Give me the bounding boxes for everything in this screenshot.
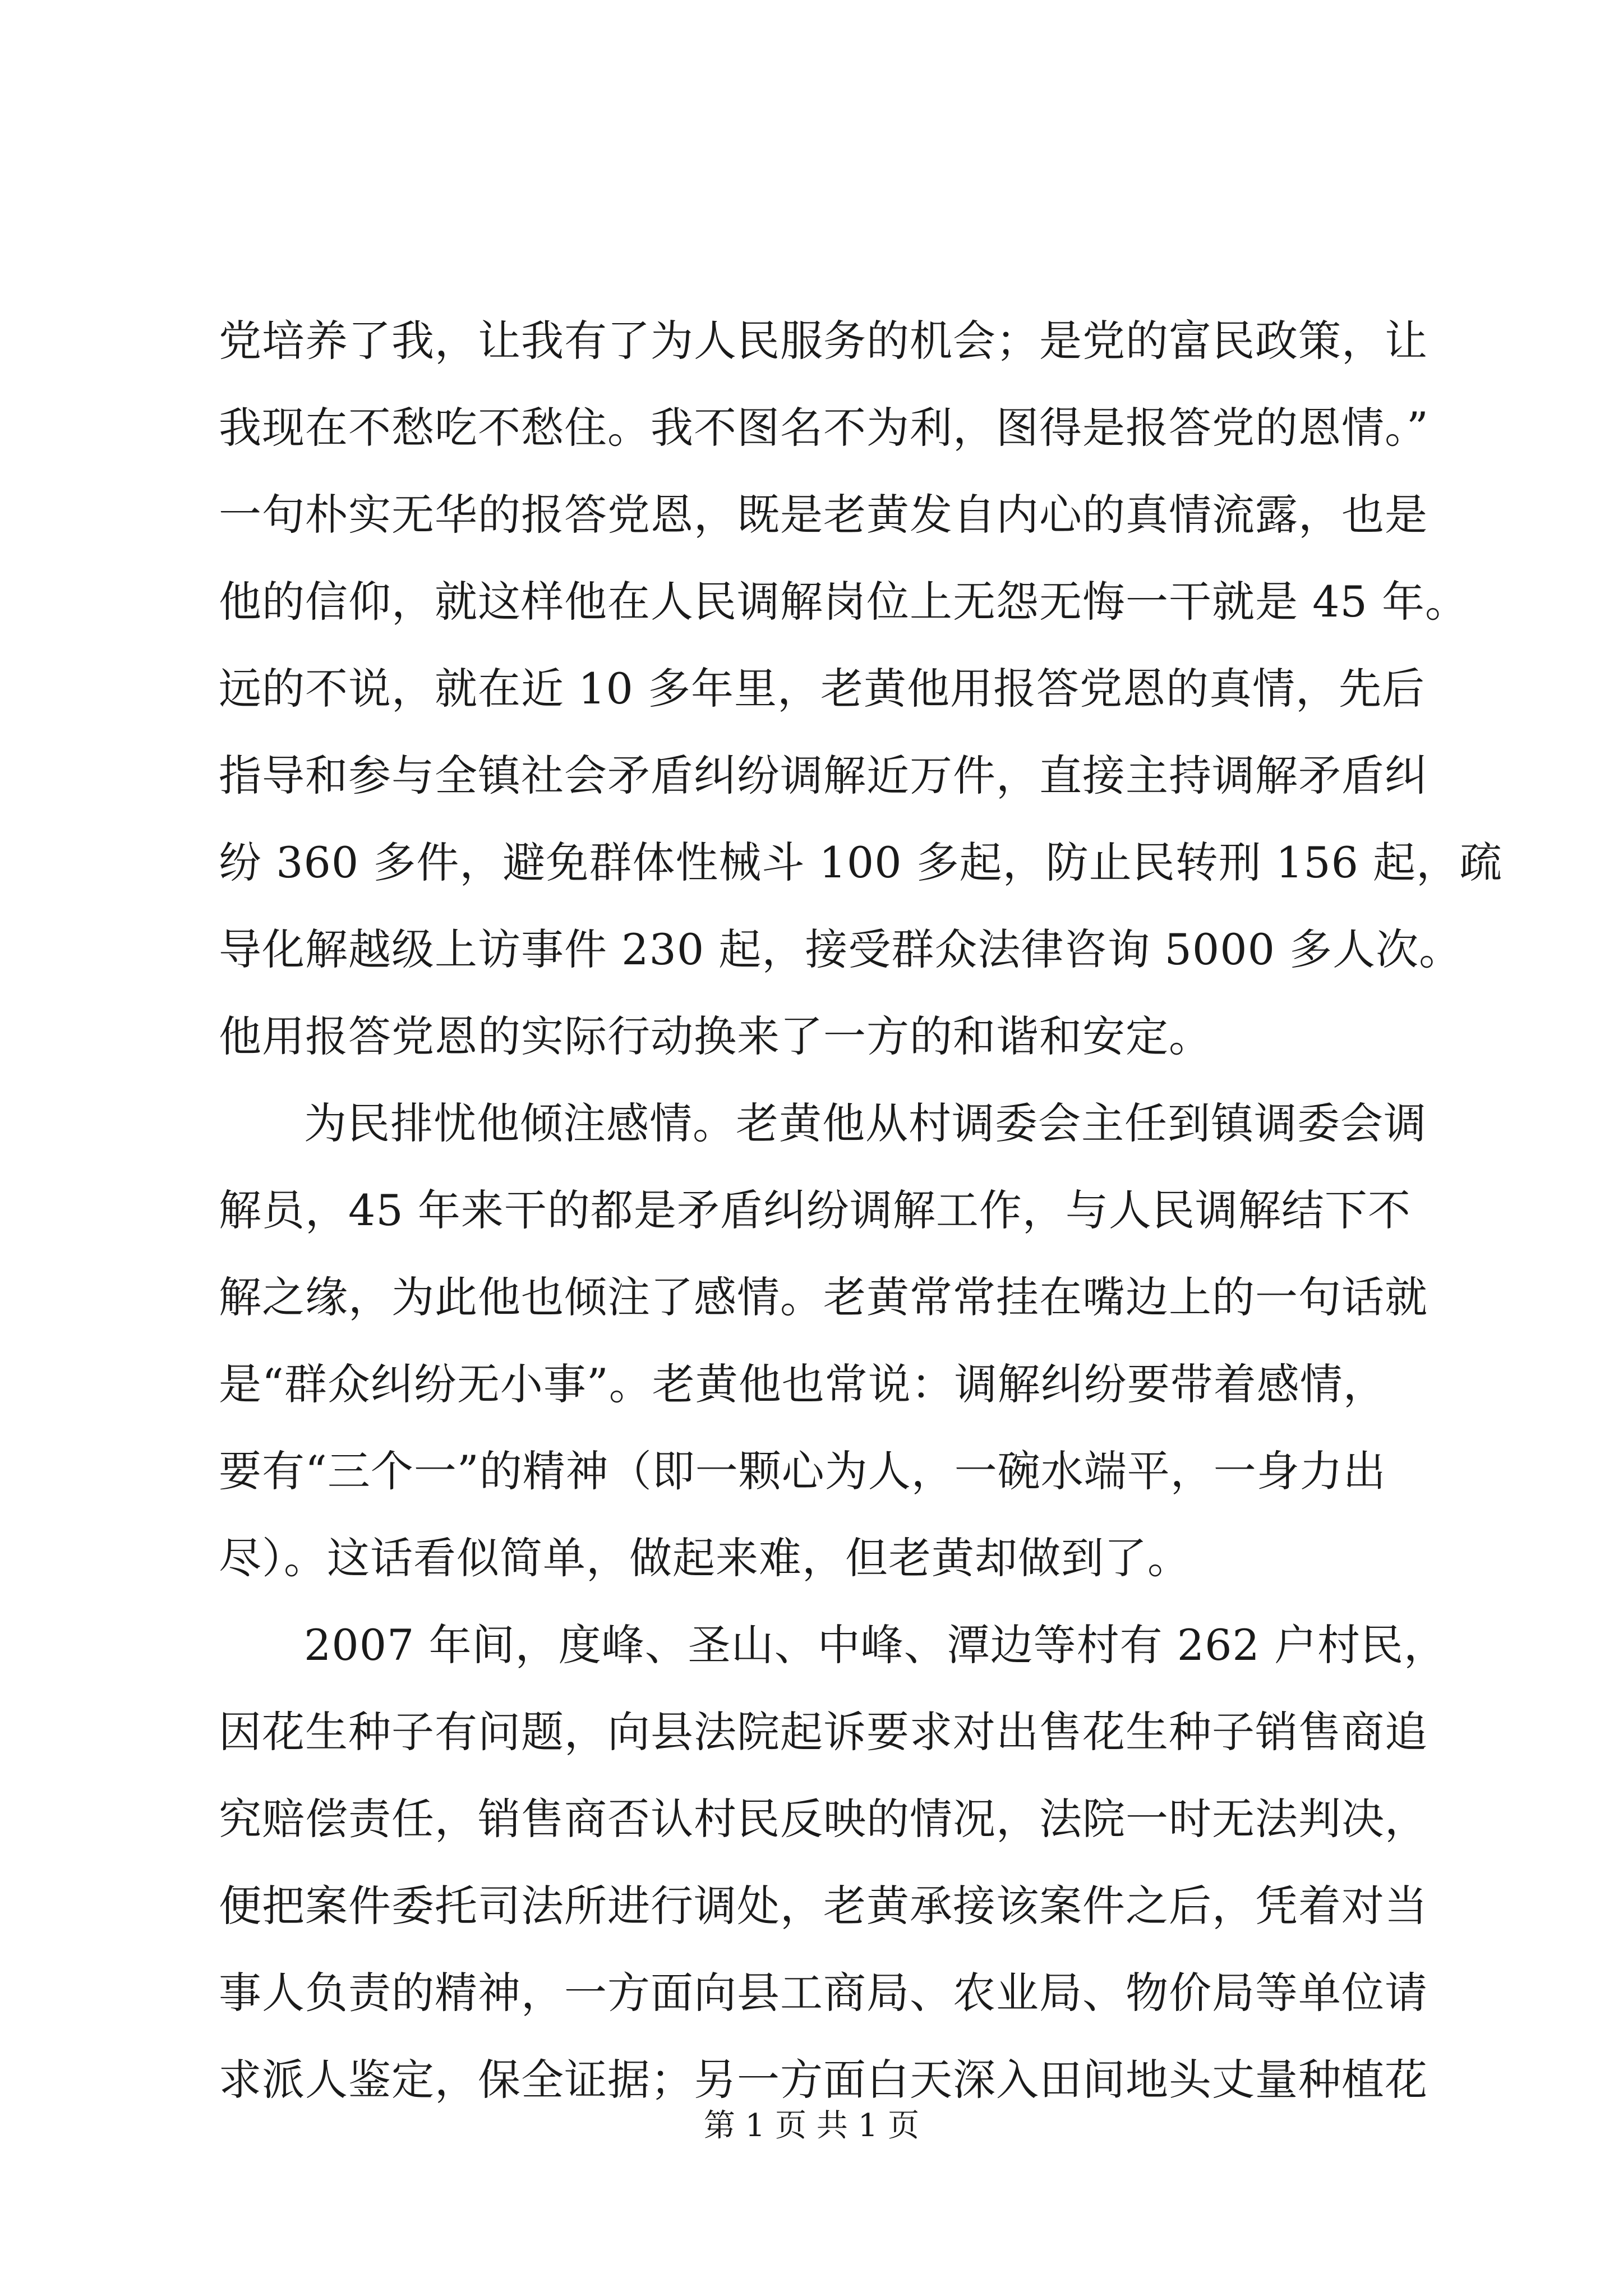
text-line: 因花生种子有问题，向县法院起诉要求对出售花生种子销售商追: [219, 1707, 1428, 1757]
paragraph: [219, 1602, 1447, 2123]
text-line: 为民排忧他倾注感情。老黄他从村调委会主任到镇调委会调: [304, 1098, 1427, 1148]
text-line: 我现在不愁吃不愁住。我不图名不为利，图得是报答党的恩情。”: [219, 403, 1429, 453]
page-number: 第 1 页 共 1 页: [703, 2108, 920, 2144]
text-line: 便把案件委托司法所进行调处，老黄承接该案件之后，凭着对当: [219, 1881, 1428, 1931]
text-line: 求派人鉴定，保全证据；另一方面白天深入田间地头丈量种植花: [219, 2055, 1428, 2105]
text-line: 一句朴实无华的报答党恩，既是老黄发自内心的真情流露，也是: [219, 490, 1428, 540]
page-footer: [0, 2104, 1623, 2148]
text-line: 究赔偿责任，销售商否认村民反映的情况，法院一时无法判决，: [219, 1794, 1428, 1844]
text-line: 解员，45 年来干的都是矛盾纠纷调解工作，与人民调解结下不: [219, 1185, 1411, 1235]
text-line: 是“群众纠纷无小事”。老黄他也常说：调解纠纷要带着感情，: [219, 1359, 1386, 1409]
document-body: [219, 297, 1503, 2123]
text-line: 指导和参与全镇社会矛盾纠纷调解近万件，直接主持调解矛盾纠: [219, 751, 1428, 800]
text-line: 纷 360 多件，避免群体性械斗 100 多起，防止民转刑 156 起，疏: [219, 838, 1503, 887]
text-line: 要有“三个一”的精神（即一颗心为人，一碗水端平，一身力出: [219, 1446, 1386, 1496]
text-line: 事人负责的精神，一方面向县工商局、农业局、物价局等单位请: [219, 1968, 1428, 2018]
paragraph: [219, 1080, 1428, 1602]
text-line: 导化解越级上访事件 230 起，接受群众法律咨询 5000 多人次。: [219, 924, 1463, 974]
text-line: 解之缘，为此他也倾注了感情。老黄常常挂在嘴边上的一句话就: [219, 1272, 1428, 1322]
text-line: 尽）。这话看似简单，做起来难，但老黄却做到了。: [219, 1533, 1191, 1583]
text-line: 党培养了我，让我有了为人民服务的机会；是党的富民政策，让: [219, 316, 1428, 366]
text-line: 他的信仰，就这样他在人民调解岗位上无怨无悔一干就是 45 年。: [219, 577, 1469, 627]
text-line: 远的不说，就在近 10 多年里，老黄他用报答党恩的真情，先后: [219, 664, 1426, 714]
paragraph: [219, 297, 1503, 1080]
text-line: 他用报答党恩的实际行动换来了一方的和谐和安定。: [219, 1011, 1212, 1061]
text-line: 2007 年间，度峰、圣山、中峰、潭边等村有 262 户村民，: [304, 1620, 1447, 1670]
